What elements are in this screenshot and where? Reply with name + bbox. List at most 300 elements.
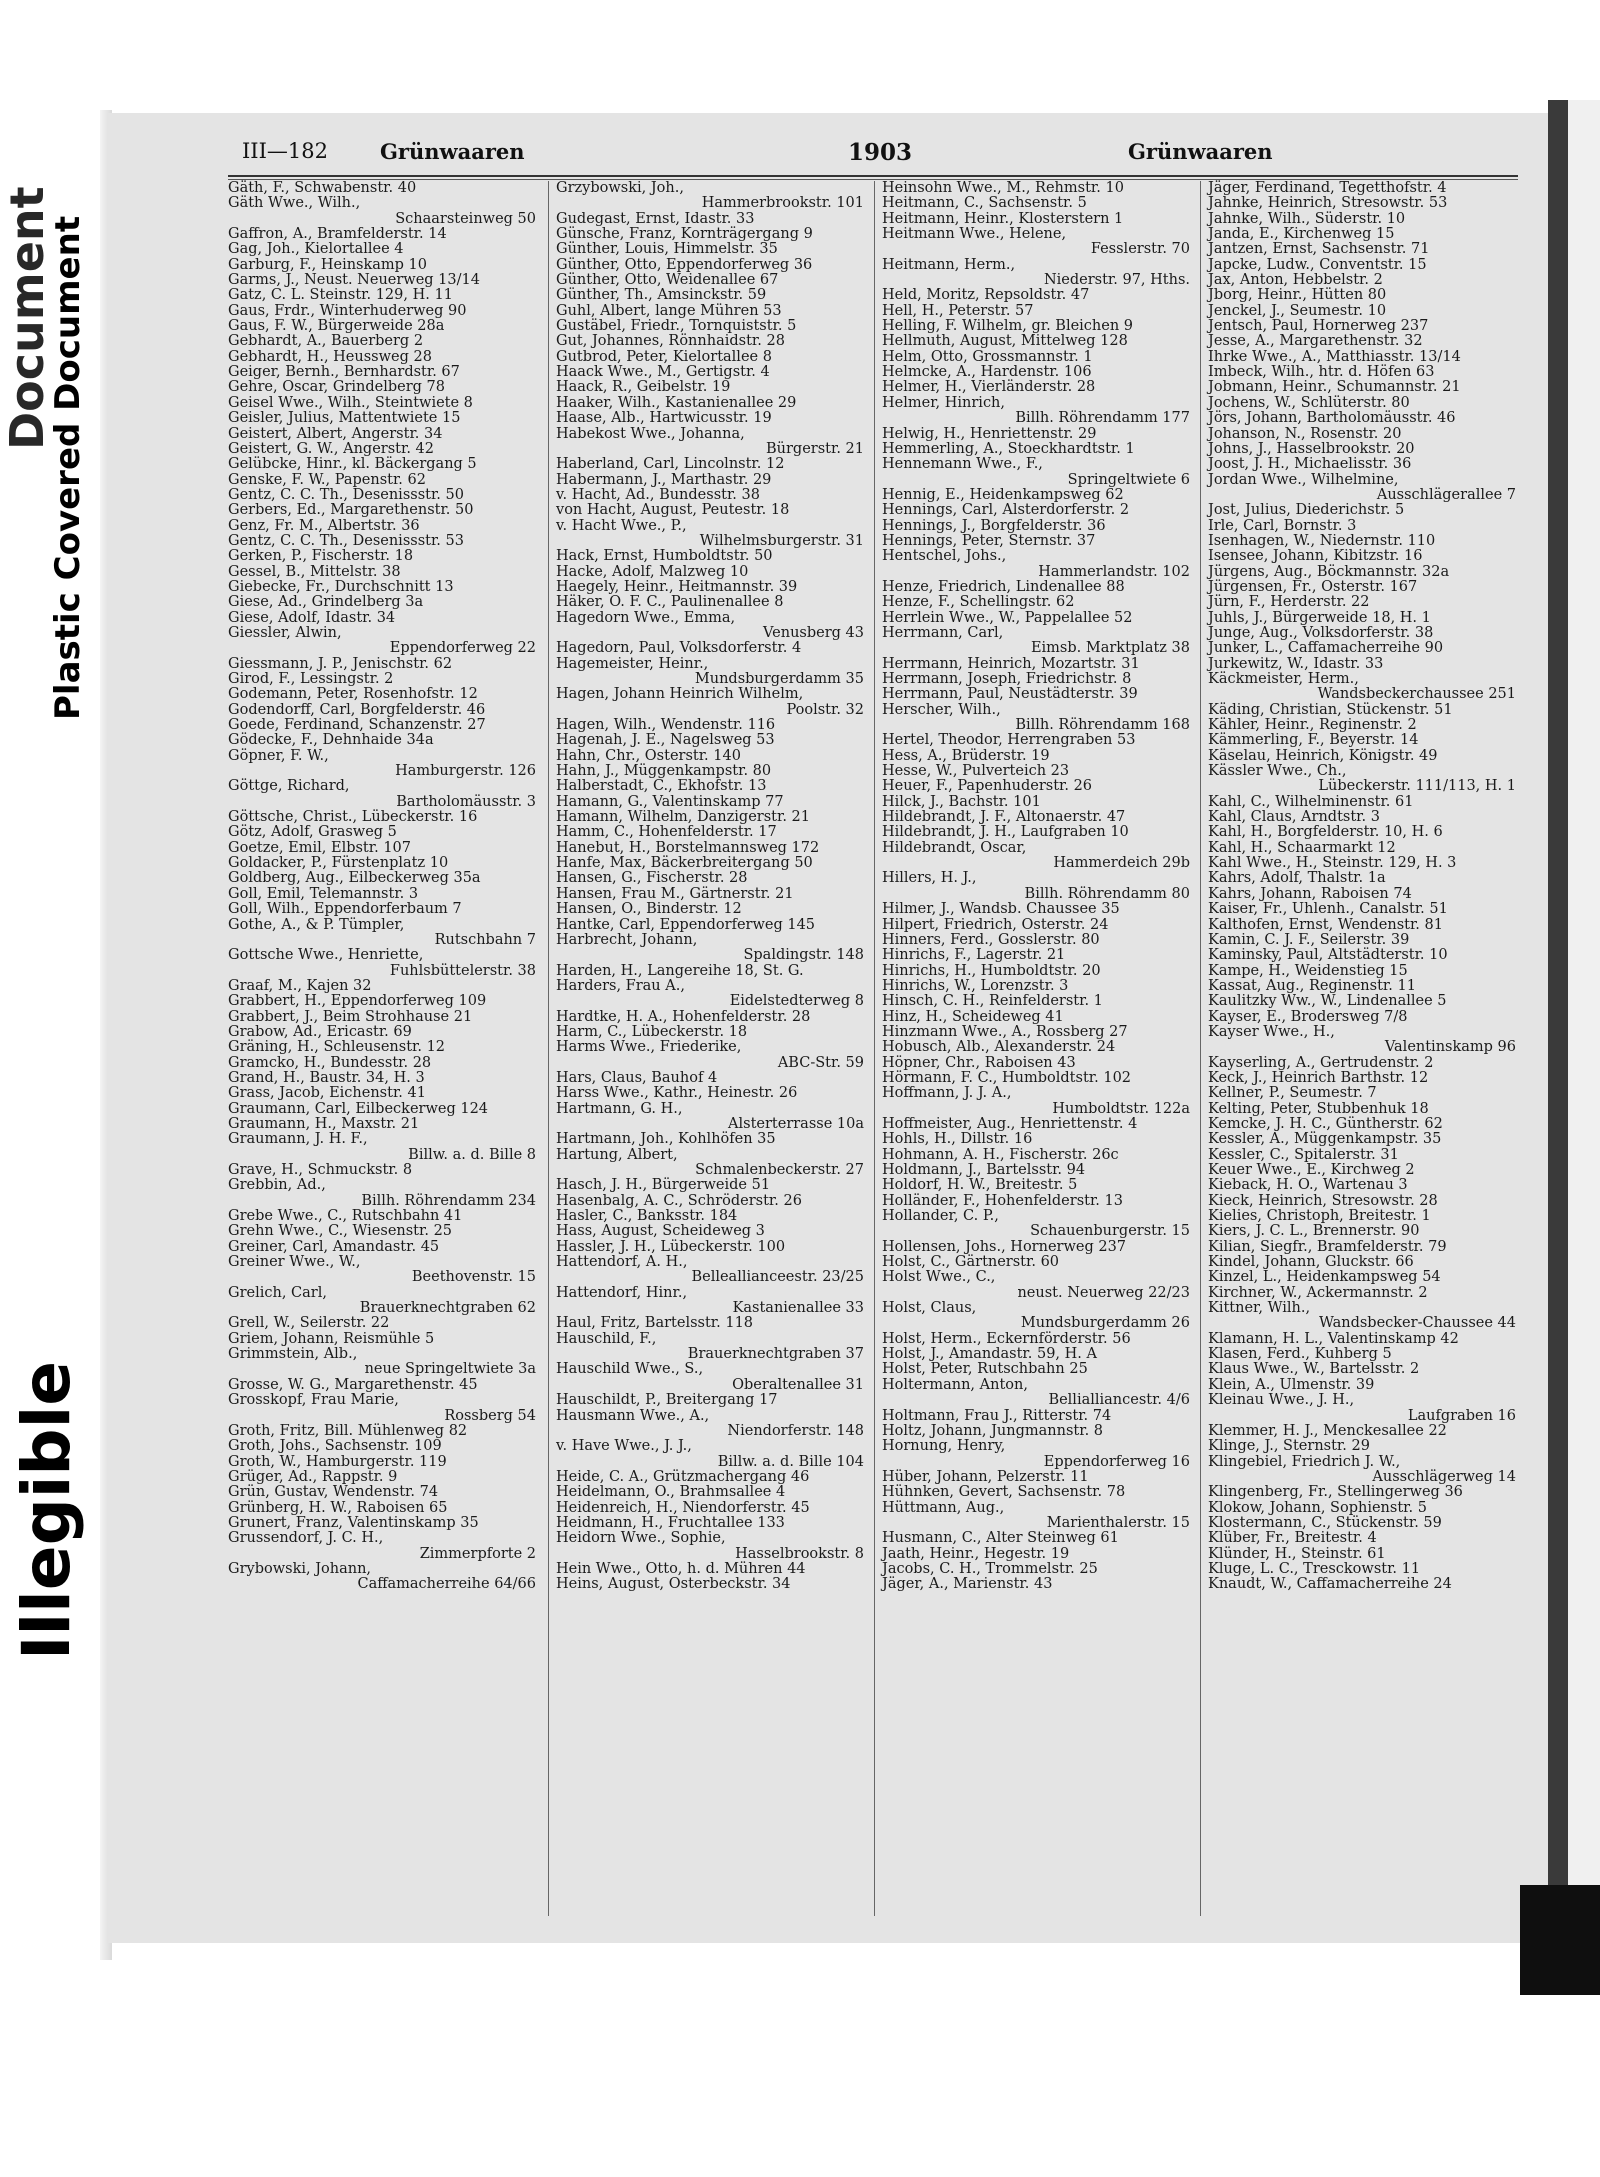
directory-entry: Hahn, J., Müggenkampstr. 80 xyxy=(556,763,772,780)
directory-entry: Garms, J., Neust. Neuerweg 13/14 xyxy=(228,272,480,289)
directory-entry: Kayser, E., Brodersweg 7/8 xyxy=(1208,1008,1408,1025)
directory-entry-continuation: Caffamacherreihe 64/66 xyxy=(357,1576,536,1593)
left-stamp-margin xyxy=(0,0,100,2177)
directory-entry: Goldacker, P., Fürstenplatz 10 xyxy=(228,855,449,872)
directory-entry: Heuer, F., Papenhuderstr. 26 xyxy=(882,778,1093,795)
directory-entry: Hennemann Wwe., F., xyxy=(882,456,1043,473)
directory-entry: Goll, Wilh., Eppendorferbaum 7 xyxy=(228,901,462,918)
directory-entry: Käding, Christian, Stückenstr. 51 xyxy=(1208,701,1453,718)
directory-entry: Hohmann, A. H., Fischerstr. 26c xyxy=(882,1146,1119,1163)
directory-entry: Hahn, Chr., Osterstr. 140 xyxy=(556,747,741,764)
directory-entry-continuation: Ausschlägerweg 14 xyxy=(1372,1468,1516,1485)
directory-entry: Hartmann, G. H., xyxy=(556,1100,683,1117)
directory-entry: Kahrs, Johann, Raboisen 74 xyxy=(1208,885,1412,902)
directory-entry: Holst, C., Gärtnerstr. 60 xyxy=(882,1254,1060,1271)
directory-entry: Käselau, Heinrich, Königstr. 49 xyxy=(1208,747,1438,764)
scanned-page xyxy=(108,113,1548,1943)
directory-entry: Girod, F., Lessingstr. 2 xyxy=(228,671,394,687)
directory-entry: Hansen, G., Fischerstr. 28 xyxy=(556,870,748,887)
directory-entry: Klüber, Fr., Breitestr. 4 xyxy=(1208,1530,1377,1547)
plastic-covered-stamp: Plastic Covered Document xyxy=(48,215,88,720)
directory-entry: Hildebrandt, Oscar, xyxy=(882,839,1027,856)
directory-entry: Johns, J., Hasselbrookstr. 20 xyxy=(1208,440,1415,457)
directory-entry: Kellner, P., Seumestr. 7 xyxy=(1208,1085,1377,1102)
directory-entry: Heidelmann, O., Brahmsallee 4 xyxy=(556,1484,786,1501)
directory-entry: Geisler, Julius, Mattentwiete 15 xyxy=(228,410,461,427)
directory-entry-continuation: Schauenburgerstr. 15 xyxy=(1030,1223,1190,1240)
directory-entry: Harm, C., Lübeckerstr. 18 xyxy=(556,1023,748,1040)
directory-entry: Holdorf, H. W., Breitestr. 5 xyxy=(882,1177,1078,1194)
directory-entry: Gutbrod, Peter, Kielortallee 8 xyxy=(556,348,772,365)
directory-entry: Hantke, Carl, Eppendorferweg 145 xyxy=(556,916,816,933)
directory-entry-continuation: Beethovenstr. 15 xyxy=(411,1269,536,1286)
directory-entry: Herrlein Wwe., W., Pappelallee 52 xyxy=(882,609,1133,626)
directory-entry: Haberland, Carl, Lincolnstr. 12 xyxy=(556,456,785,473)
directory-entry: Holst, Claus, xyxy=(882,1300,977,1317)
directory-entry-continuation: Oberaltenallee 31 xyxy=(732,1376,864,1393)
directory-entry: Hansen, Frau M., Gärtnerstr. 21 xyxy=(556,885,794,902)
directory-entry: Klingebiel, Friedrich J. W., xyxy=(1208,1453,1401,1470)
directory-entry: Holst, J., Amandastr. 59, H. A xyxy=(882,1346,1097,1363)
directory-entry: Jobmann, Heinr., Schumannstr. 21 xyxy=(1208,379,1461,396)
directory-entry: Heitmann, Herm., xyxy=(882,256,1016,273)
directory-entry: Groth, Johs., Sachsenstr. 109 xyxy=(228,1438,442,1455)
directory-entry: Hausmann Wwe., A., xyxy=(556,1407,710,1424)
directory-entry: Günther, Otto, Weidenallee 67 xyxy=(556,272,779,289)
directory-entry: Gentz, C. C. Th., Desenissstr. 53 xyxy=(228,532,464,549)
directory-entry-continuation: Rutschbahn 7 xyxy=(434,931,536,948)
directory-entry: Hacke, Adolf, Malzweg 10 xyxy=(556,563,749,580)
directory-entry: Janda, E., Kirchenweg 15 xyxy=(1208,226,1395,243)
directory-entry: Japcke, Ludw., Conventstr. 15 xyxy=(1208,256,1427,273)
illegible-stamp: Illegible xyxy=(8,1360,85,1660)
directory-entry: Henze, F., Schellingstr. 62 xyxy=(882,594,1075,611)
directory-entry-continuation: Bartholomäusstr. 3 xyxy=(396,793,536,810)
directory-entry-continuation: neue Springeltwiete 3a xyxy=(364,1361,536,1378)
directory-entry-continuation: Fesslerstr. 70 xyxy=(1090,241,1190,258)
directory-entry: Graumann, Carl, Eilbeckerweg 124 xyxy=(228,1100,489,1117)
directory-entry: Goll, Emil, Telemannstr. 3 xyxy=(228,885,419,902)
directory-entry: Henze, Friedrich, Lindenallee 88 xyxy=(882,578,1125,595)
directory-entry: Kieck, Heinrich, Stresowstr. 28 xyxy=(1208,1192,1438,1209)
directory-entry: Holtermann, Anton, xyxy=(882,1376,1028,1393)
directory-entry: Graaf, M., Kajen 32 xyxy=(228,977,372,994)
column-divider xyxy=(548,181,549,1916)
directory-entry-continuation: Wilhelmsburgerstr. 31 xyxy=(699,532,864,549)
directory-entry: Höpner, Chr., Raboisen 43 xyxy=(882,1054,1076,1071)
directory-entry: Grimmstein, Alb., xyxy=(228,1346,358,1363)
directory-entry-continuation: Spaldingstr. 148 xyxy=(743,947,864,964)
directory-entry: Gerbers, Ed., Margarethenstr. 50 xyxy=(228,502,474,519)
directory-entry: Holländer, F., Hohenfelderstr. 13 xyxy=(882,1192,1123,1209)
directory-entry: Griem, Johann, Reismühle 5 xyxy=(228,1330,435,1347)
directory-entry: Gaus, F. W., Bürgerweide 28a xyxy=(228,318,445,335)
directory-entry: Jaath, Heinr., Hegestr. 19 xyxy=(882,1545,1070,1562)
directory-entry: Hagen, Wilh., Wendenstr. 116 xyxy=(556,717,776,734)
directory-entry: v. Hacht, Ad., Bundesstr. 38 xyxy=(556,486,760,503)
directory-entry: Holst Wwe., C., xyxy=(882,1269,996,1286)
directory-entry: Hentschel, Johs., xyxy=(882,548,1007,565)
directory-entry: Jost, Julius, Diederichstr. 5 xyxy=(1208,502,1405,519)
directory-entry: Holdmann, J., Bartelsstr. 94 xyxy=(882,1162,1086,1178)
directory-entry-continuation: Wandsbecker-Chaussee 44 xyxy=(1318,1315,1516,1332)
directory-entry: Hardtke, H. A., Hohenfelderstr. 28 xyxy=(556,1008,811,1025)
directory-entry: Grass, Jacob, Eichenstr. 41 xyxy=(228,1085,426,1102)
directory-entry-continuation: Fuhlsbüttelerstr. 38 xyxy=(389,962,536,979)
directory-entry: Giessler, Alwin, xyxy=(228,624,342,641)
directory-entry: Kalthofen, Ernst, Wendenstr. 81 xyxy=(1208,916,1443,933)
directory-entry: Grand, H., Baustr. 34, H. 3 xyxy=(228,1069,425,1086)
partial-stamp-text: Document xyxy=(0,186,54,450)
directory-entry: Garburg, F., Heinskamp 10 xyxy=(228,256,428,273)
directory-entry: Grybowski, Johann, xyxy=(228,1560,372,1577)
directory-entry: Hühnken, Gevert, Sachsenstr. 78 xyxy=(882,1484,1126,1501)
directory-entry: Heinsohn Wwe., M., Rehmstr. 10 xyxy=(882,180,1124,196)
page-number: III—182 xyxy=(242,139,328,163)
directory-entry: Grosskopf, Frau Marie, xyxy=(228,1392,399,1409)
directory-entry: Irle, Carl, Bornstr. 3 xyxy=(1208,517,1357,534)
directory-entry: Haase, Alb., Hartwicusstr. 19 xyxy=(556,410,772,427)
directory-entry: Klein, A., Ulmenstr. 39 xyxy=(1208,1376,1375,1393)
directory-entry: v. Hacht Wwe., P., xyxy=(556,517,687,534)
directory-entry: Giebecke, Fr., Durchschnitt 13 xyxy=(228,578,454,595)
directory-entry: Klokow, Johann, Sophienstr. 5 xyxy=(1208,1499,1427,1516)
directory-entry: Kilian, Siegfr., Bramfelderstr. 79 xyxy=(1208,1238,1447,1255)
directory-entry: Gebhardt, H., Heussweg 28 xyxy=(228,348,432,365)
directory-entry: Hagen, Johann Heinrich Wilhelm, xyxy=(556,686,804,703)
directory-entry: Junge, Aug., Volksdorferstr. 38 xyxy=(1208,624,1434,641)
directory-entry: Godendorff, Carl, Borgfelderstr. 46 xyxy=(228,701,486,718)
directory-entry: Kinzel, L., Heidenkampsweg 54 xyxy=(1208,1269,1441,1286)
directory-entry: Hüttmann, Aug., xyxy=(882,1499,1005,1516)
directory-entry: Hagemeister, Heinr., xyxy=(556,655,709,672)
directory-entry: Harms Wwe., Friederike, xyxy=(556,1039,742,1056)
directory-entry: Göttge, Richard, xyxy=(228,778,350,795)
directory-entry: Kayser Wwe., H., xyxy=(1208,1023,1335,1040)
header-rule xyxy=(228,175,1518,177)
directory-entry: Helmer, H., Vierländerstr. 28 xyxy=(882,379,1096,396)
page-content xyxy=(228,125,1528,1925)
directory-entry: Kittner, Wilh., xyxy=(1208,1300,1311,1317)
directory-entry-continuation: Niendorferstr. 148 xyxy=(727,1422,864,1439)
directory-entry: Heidmann, H., Fruchtallee 133 xyxy=(556,1514,785,1531)
directory-entry: Jahnke, Heinrich, Stresowstr. 53 xyxy=(1208,195,1448,212)
directory-entry: Kahrs, Adolf, Thalstr. 1a xyxy=(1208,870,1386,887)
directory-entry: Hassler, J. H., Lübeckerstr. 100 xyxy=(556,1238,786,1255)
directory-entry: Giessmann, J. P., Jenischstr. 62 xyxy=(228,655,453,672)
directory-column-1 xyxy=(228,181,540,1986)
directory-entry: Hamann, Wilhelm, Danzigerstr. 21 xyxy=(556,809,810,826)
directory-entry: Kemcke, J. H. C., Güntherstr. 62 xyxy=(1208,1115,1443,1132)
directory-entry: Kahl, H., Borgfelderstr. 10, H. 6 xyxy=(1208,824,1443,841)
directory-entry: Hörmann, F. C., Humboldtstr. 102 xyxy=(882,1069,1132,1086)
directory-entry: Jurkewitz, W., Idastr. 33 xyxy=(1208,655,1384,672)
directory-entry: Kaulitzky Ww., W., Lindenallee 5 xyxy=(1208,993,1447,1010)
directory-entry: Hinrichs, H., Humboldtstr. 20 xyxy=(882,962,1101,979)
directory-entry: Kaminsky, Paul, Altstädterstr. 10 xyxy=(1208,947,1448,964)
directory-entry-continuation: Belleallianceestr. 23/25 xyxy=(691,1269,864,1286)
directory-entry: Grabbert, J., Beim Strohhause 21 xyxy=(228,1008,473,1025)
column-divider xyxy=(874,181,875,1916)
directory-entry: Hemmerling, A., Stoeckhardtstr. 1 xyxy=(882,440,1135,457)
directory-entry: Herrmann, Carl, xyxy=(882,624,1004,641)
directory-entry: Hartung, Albert, xyxy=(556,1146,678,1163)
directory-entry: Kähler, Heinr., Reginenstr. 2 xyxy=(1208,717,1417,734)
directory-entry: Imbeck, Wilh., htr. d. Höfen 63 xyxy=(1208,364,1435,381)
directory-entry: Häker, O. F. C., Paulinenallee 8 xyxy=(556,594,784,611)
directory-entry-continuation: ABC-Str. 59 xyxy=(777,1054,864,1071)
directory-entry: Helmcke, A., Hardenstr. 106 xyxy=(882,364,1092,381)
directory-entry: Habekost Wwe., Johanna, xyxy=(556,425,745,442)
directory-entry-continuation: Eidelstedterweg 8 xyxy=(729,993,864,1010)
directory-entry: Kahl, Claus, Arndtstr. 3 xyxy=(1208,809,1380,826)
directory-entry: Keuer Wwe., E., Kirchweg 2 xyxy=(1208,1162,1415,1178)
directory-entry: Greiner Wwe., W., xyxy=(228,1254,361,1271)
directory-entry: Holtz, Johann, Jungmannstr. 8 xyxy=(882,1422,1104,1439)
directory-entry-continuation: Brauerknechtgraben 37 xyxy=(687,1346,864,1363)
directory-entry-continuation: Billh. Röhrendamm 234 xyxy=(361,1192,536,1209)
right-binding-edge xyxy=(1548,100,1568,1940)
directory-entry: Grabbert, H., Eppendorferweg 109 xyxy=(228,993,487,1010)
directory-entry-continuation: Billh. Röhrendamm 80 xyxy=(1024,885,1190,902)
directory-entry: Jenckel, J., Seumestr. 10 xyxy=(1208,302,1387,319)
directory-entry: Hertel, Theodor, Herrengraben 53 xyxy=(882,732,1136,749)
directory-entry: Geiger, Bernh., Bernhardstr. 67 xyxy=(228,364,460,381)
directory-entry-continuation: Laufgraben 16 xyxy=(1407,1407,1516,1424)
directory-entry: Holtmann, Frau J., Ritterstr. 74 xyxy=(882,1407,1112,1424)
directory-entry: Hagedorn Wwe., Emma, xyxy=(556,609,736,626)
directory-entry: Hollander, C. P., xyxy=(882,1208,999,1225)
directory-entry: Günther, Otto, Eppendorferweg 36 xyxy=(556,256,813,273)
directory-entry-continuation: Humboldtstr. 122a xyxy=(1052,1100,1190,1117)
directory-entry: Jacobs, C. H., Trommelstr. 25 xyxy=(882,1560,1098,1577)
directory-entry: Grosse, W. G., Margarethenstr. 45 xyxy=(228,1376,478,1393)
directory-column-3 xyxy=(882,181,1194,1986)
directory-entry: Hagedorn, Paul, Volksdorferstr. 4 xyxy=(556,640,802,657)
directory-entry: Gehre, Oscar, Grindelberg 78 xyxy=(228,379,446,396)
directory-entry: Grussendorf, J. C. H., xyxy=(228,1530,384,1547)
directory-entry: Klaus Wwe., W., Bartelsstr. 2 xyxy=(1208,1361,1420,1378)
directory-entry: Jürgensen, Fr., Osterstr. 167 xyxy=(1208,578,1418,595)
directory-entry: Haack, R., Geibelstr. 19 xyxy=(556,379,731,396)
directory-entry: Hesse, W., Pulverteich 23 xyxy=(882,763,1070,780)
directory-entry: Käckmeister, Herm., xyxy=(1208,671,1359,687)
directory-entry: Gustäbel, Friedr., Tornquiststr. 5 xyxy=(556,318,797,335)
directory-entry: Goldberg, Aug., Eilbeckerweg 35a xyxy=(228,870,481,887)
directory-entry: Grell, W., Seilerstr. 22 xyxy=(228,1315,390,1332)
directory-entry-continuation: Billw. a. d. Bille 104 xyxy=(717,1453,864,1470)
directory-entry-continuation: Venusberg 43 xyxy=(763,624,864,641)
directory-entry-continuation: neust. Neuerweg 22/23 xyxy=(1017,1284,1190,1301)
directory-entry: Kessler, C., Spitalerstr. 31 xyxy=(1208,1146,1399,1163)
directory-entry: Gothe, A., & P. Tümpler, xyxy=(228,916,405,933)
directory-entry: Kahl Wwe., H., Steinstr. 129, H. 3 xyxy=(1208,855,1457,872)
directory-entry: Held, Moritz, Repsoldstr. 47 xyxy=(882,287,1090,304)
directory-entry: Helwig, H., Henriettenstr. 29 xyxy=(882,425,1097,442)
directory-entry: Groth, Fritz, Bill. Mühlenweg 82 xyxy=(228,1422,468,1439)
directory-entry-continuation: Hammerdeich 29b xyxy=(1053,855,1190,872)
directory-entry: Hein Wwe., Otto, h. d. Mühren 44 xyxy=(556,1560,806,1577)
directory-entry: Kluge, L. C., Tresckowstr. 11 xyxy=(1208,1560,1421,1577)
directory-entry: Gäth Wwe., Wilh., xyxy=(228,195,361,212)
directory-entry: Hornung, Henry, xyxy=(882,1438,1006,1455)
directory-entry: von Hacht, August, Peutestr. 18 xyxy=(556,502,790,519)
directory-entry: Hilmer, J., Wandsb. Chaussee 35 xyxy=(882,901,1120,918)
directory-entry: Hanebut, H., Borstelmannsweg 172 xyxy=(556,839,820,856)
directory-entry: Kämmerling, F., Beyerstr. 14 xyxy=(1208,732,1419,749)
directory-entry: Guhl, Albert, lange Mühren 53 xyxy=(556,302,782,319)
directory-entry: Harss Wwe., Kathr., Heinestr. 26 xyxy=(556,1085,798,1102)
directory-entry: Hars, Claus, Bauhof 4 xyxy=(556,1069,718,1086)
directory-entry-continuation: Bürgerstr. 21 xyxy=(766,440,864,457)
directory-entry: Grün, Gustav, Wendenstr. 74 xyxy=(228,1484,439,1501)
directory-entry: Gödecke, F., Dehnhaide 34a xyxy=(228,732,434,749)
directory-entry: Hennings, Carl, Alsterdorferstr. 2 xyxy=(882,502,1130,519)
directory-entry: Jesse, A., Margarethenstr. 32 xyxy=(1208,333,1423,350)
directory-entry: Harden, H., Langereihe 18, St. G. xyxy=(556,962,804,979)
directory-entry-continuation: Hammerbrookstr. 101 xyxy=(701,195,864,212)
directory-entry-continuation: Kastanienallee 33 xyxy=(732,1300,864,1317)
directory-entry: Kirchner, W., Ackermannstr. 2 xyxy=(1208,1284,1428,1301)
directory-entry: Haaker, Wilh., Kastanienallee 29 xyxy=(556,394,797,411)
directory-entry-continuation: Mundsburgerdamm 35 xyxy=(694,671,864,687)
directory-entry: Knaudt, W., Caffamacherreihe 24 xyxy=(1208,1576,1452,1593)
directory-entry-continuation: Billw. a. d. Bille 8 xyxy=(408,1146,536,1163)
directory-entry: Juhls, J., Bürgerweide 18, H. 1 xyxy=(1208,609,1431,626)
directory-entry: Gut, Johannes, Rönnhaidstr. 28 xyxy=(556,333,785,350)
directory-entry-continuation: Ausschlägerallee 7 xyxy=(1376,486,1516,503)
directory-entry: Grzybowski, Joh., xyxy=(556,180,684,196)
directory-entry: Hattendorf, A. H., xyxy=(556,1254,688,1271)
directory-entry: Hoffmeister, Aug., Henriettenstr. 4 xyxy=(882,1115,1138,1132)
directory-entry: Grüger, Ad., Rappstr. 9 xyxy=(228,1468,398,1485)
directory-entry: Helm, Otto, Grossmannstr. 1 xyxy=(882,348,1093,365)
directory-entry: Heitmann, C., Sachsenstr. 5 xyxy=(882,195,1087,212)
directory-entry: Herrmann, Joseph, Friedrichstr. 8 xyxy=(882,671,1132,687)
directory-entry: Joost, J. H., Michaelisstr. 36 xyxy=(1208,456,1412,473)
directory-entry: Haack Wwe., M., Gertigstr. 4 xyxy=(556,364,770,381)
directory-entry-continuation: Hasselbrookstr. 8 xyxy=(735,1545,864,1562)
directory-entry: Hamann, G., Valentinskamp 77 xyxy=(556,793,784,810)
directory-entry: Geisel Wwe., Wilh., Steintwiete 8 xyxy=(228,394,473,411)
directory-entry: Gessel, B., Mittelstr. 38 xyxy=(228,563,401,580)
directory-entry: Graumann, J. H. F., xyxy=(228,1131,368,1148)
directory-entry: Hanfe, Max, Bäckerbreitergang 50 xyxy=(556,855,813,872)
directory-entry: Gerken, P., Fischerstr. 18 xyxy=(228,548,414,565)
column-divider xyxy=(1200,181,1201,1916)
directory-entry: Jordan Wwe., Wilhelmine, xyxy=(1208,471,1399,488)
directory-entry: Gräning, H., Schleusenstr. 12 xyxy=(228,1039,446,1056)
directory-entry: Klingenberg, Fr., Stellingerweg 36 xyxy=(1208,1484,1463,1501)
directory-entry: Gentz, C. C. Th., Desenissstr. 50 xyxy=(228,486,464,503)
directory-entry: Göpner, F. W., xyxy=(228,747,329,764)
directory-entry-continuation: Marienthalerstr. 15 xyxy=(1046,1514,1190,1531)
directory-entry: Kielies, Christoph, Breitestr. 1 xyxy=(1208,1208,1431,1225)
directory-entry-continuation: Springeltwiete 6 xyxy=(1067,471,1190,488)
directory-entry: Hinners, Ferd., Gosslerstr. 80 xyxy=(882,931,1100,948)
directory-entry-continuation: Bellialliancestr. 4/6 xyxy=(1048,1392,1190,1409)
directory-entry: Goede, Ferdinand, Schanzenstr. 27 xyxy=(228,717,486,734)
directory-entry: Kahl, H., Schaarmarkt 12 xyxy=(1208,839,1396,856)
directory-entry: Heitmann, Heinr., Klosterstern 1 xyxy=(882,210,1124,227)
directory-entry-continuation: Eppendorferweg 22 xyxy=(389,640,536,657)
directory-entry: Grunert, Franz, Valentinskamp 35 xyxy=(228,1514,479,1531)
directory-entry: Holst, Herm., Eckernförderstr. 56 xyxy=(882,1330,1131,1347)
section-title-right: Grünwaaren xyxy=(1128,139,1273,164)
directory-entry: Hell, H., Peterstr. 57 xyxy=(882,302,1034,319)
section-title-left: Grünwaaren xyxy=(380,139,525,164)
directory-entry-continuation: Poolstr. 32 xyxy=(786,701,864,718)
directory-entry: Hinrichs, F., Lagerstr. 21 xyxy=(882,947,1066,964)
directory-entry: Hennig, E., Heidenkampsweg 62 xyxy=(882,486,1124,503)
directory-entry: Hinzmann Wwe., A., Rossberg 27 xyxy=(882,1023,1128,1040)
directory-entry-continuation: Eppendorferweg 16 xyxy=(1043,1453,1190,1470)
directory-entry: Hellmuth, August, Mittelweg 128 xyxy=(882,333,1128,350)
directory-entry: Gag, Joh., Kielortallee 4 xyxy=(228,241,404,258)
directory-entry: Kiers, J. C. L., Brennerstr. 90 xyxy=(1208,1223,1420,1240)
directory-entry: Hauschild Wwe., S., xyxy=(556,1361,704,1378)
directory-entry: Helling, F. Wilhelm, gr. Bleichen 9 xyxy=(882,318,1134,335)
directory-entry: Junker, L., Caffamacherreihe 90 xyxy=(1208,640,1444,657)
directory-entry: Genz, Fr. M., Albertstr. 36 xyxy=(228,517,420,534)
directory-entry: Husmann, C., Alter Steinweg 61 xyxy=(882,1530,1119,1547)
directory-entry: Gebhardt, A., Bauerberg 2 xyxy=(228,333,424,350)
directory-entry: Hildebrandt, J. H., Laufgraben 10 xyxy=(882,824,1129,841)
directory-entry: Kaiser, Fr., Uhlenh., Canalstr. 51 xyxy=(1208,901,1448,918)
directory-entry: Hillers, H. J., xyxy=(882,870,977,887)
directory-entry: v. Have Wwe., J. J., xyxy=(556,1438,692,1455)
directory-entry: Genske, F. W., Papenstr. 62 xyxy=(228,471,426,488)
directory-entry: Kayserling, A., Gertrudenstr. 2 xyxy=(1208,1054,1434,1071)
directory-entry: Jax, Anton, Hebbelstr. 2 xyxy=(1208,272,1383,289)
year-label: 1903 xyxy=(848,139,913,166)
directory-entry: Kieback, H. O., Wartenau 3 xyxy=(1208,1177,1408,1194)
directory-entry-continuation: Hamburgerstr. 126 xyxy=(395,763,536,780)
directory-column-2 xyxy=(556,181,868,1986)
directory-entry: Hobusch, Alb., Alexanderstr. 24 xyxy=(882,1039,1116,1056)
directory-entry-continuation: Brauerknechtgraben 62 xyxy=(359,1300,536,1317)
directory-entry: Herrmann, Heinrich, Mozartstr. 31 xyxy=(882,655,1140,672)
directory-entry: Kampe, H., Weidenstieg 15 xyxy=(1208,962,1408,979)
directory-entry: Hüber, Johann, Pelzerstr. 11 xyxy=(882,1468,1089,1485)
directory-entry-continuation: Eimsb. Marktplatz 38 xyxy=(1030,640,1190,657)
directory-entry: Kleinau Wwe., J. H., xyxy=(1208,1392,1355,1409)
directory-entry: Klinge, J., Sternstr. 29 xyxy=(1208,1438,1370,1455)
directory-entry: Hansen, O., Binderstr. 12 xyxy=(556,901,742,918)
directory-entry: Hasenbalg, A. C., Schröderstr. 26 xyxy=(556,1192,802,1209)
directory-entry: Hartmann, Joh., Kohlhöfen 35 xyxy=(556,1131,776,1148)
directory-entry: Göttsche, Christ., Lübeckerstr. 16 xyxy=(228,809,478,826)
directory-entry: Godemann, Peter, Rosenhofstr. 12 xyxy=(228,686,478,703)
directory-entry: Jäger, Ferdinand, Tegetthofstr. 4 xyxy=(1208,180,1447,196)
directory-entry-continuation: Niederstr. 97, Hths. xyxy=(1043,272,1190,289)
directory-entry: Klostermann, C., Stückenstr. 59 xyxy=(1208,1514,1442,1531)
directory-entry: Hildebrandt, J. F., Altonaerstr. 47 xyxy=(882,809,1126,826)
directory-entry: Geistert, Albert, Angerstr. 34 xyxy=(228,425,443,442)
directory-entry: Klamann, H. L., Valentinskamp 42 xyxy=(1208,1330,1459,1347)
directory-entry: Hattendorf, Hinr., xyxy=(556,1284,688,1301)
directory-entry: Klasen, Ferd., Kuhberg 5 xyxy=(1208,1346,1392,1363)
directory-entry: Hennings, Peter, Sternstr. 37 xyxy=(882,532,1096,549)
directory-entry: Kamin, C. J. F., Seilerstr. 39 xyxy=(1208,931,1410,948)
directory-entry: Grehn Wwe., C., Wiesenstr. 25 xyxy=(228,1223,453,1240)
directory-entry: Hennings, J., Borgfelderstr. 36 xyxy=(882,517,1106,534)
directory-entry: Gaus, Frdr., Winterhuderweg 90 xyxy=(228,302,467,319)
directory-entry: Haegely, Heinr., Heitmannstr. 39 xyxy=(556,578,798,595)
directory-entry: Harders, Frau A., xyxy=(556,977,685,994)
directory-entry: Kelting, Peter, Stubbenhuk 18 xyxy=(1208,1100,1429,1117)
directory-entry: Grelich, Carl, xyxy=(228,1284,327,1301)
